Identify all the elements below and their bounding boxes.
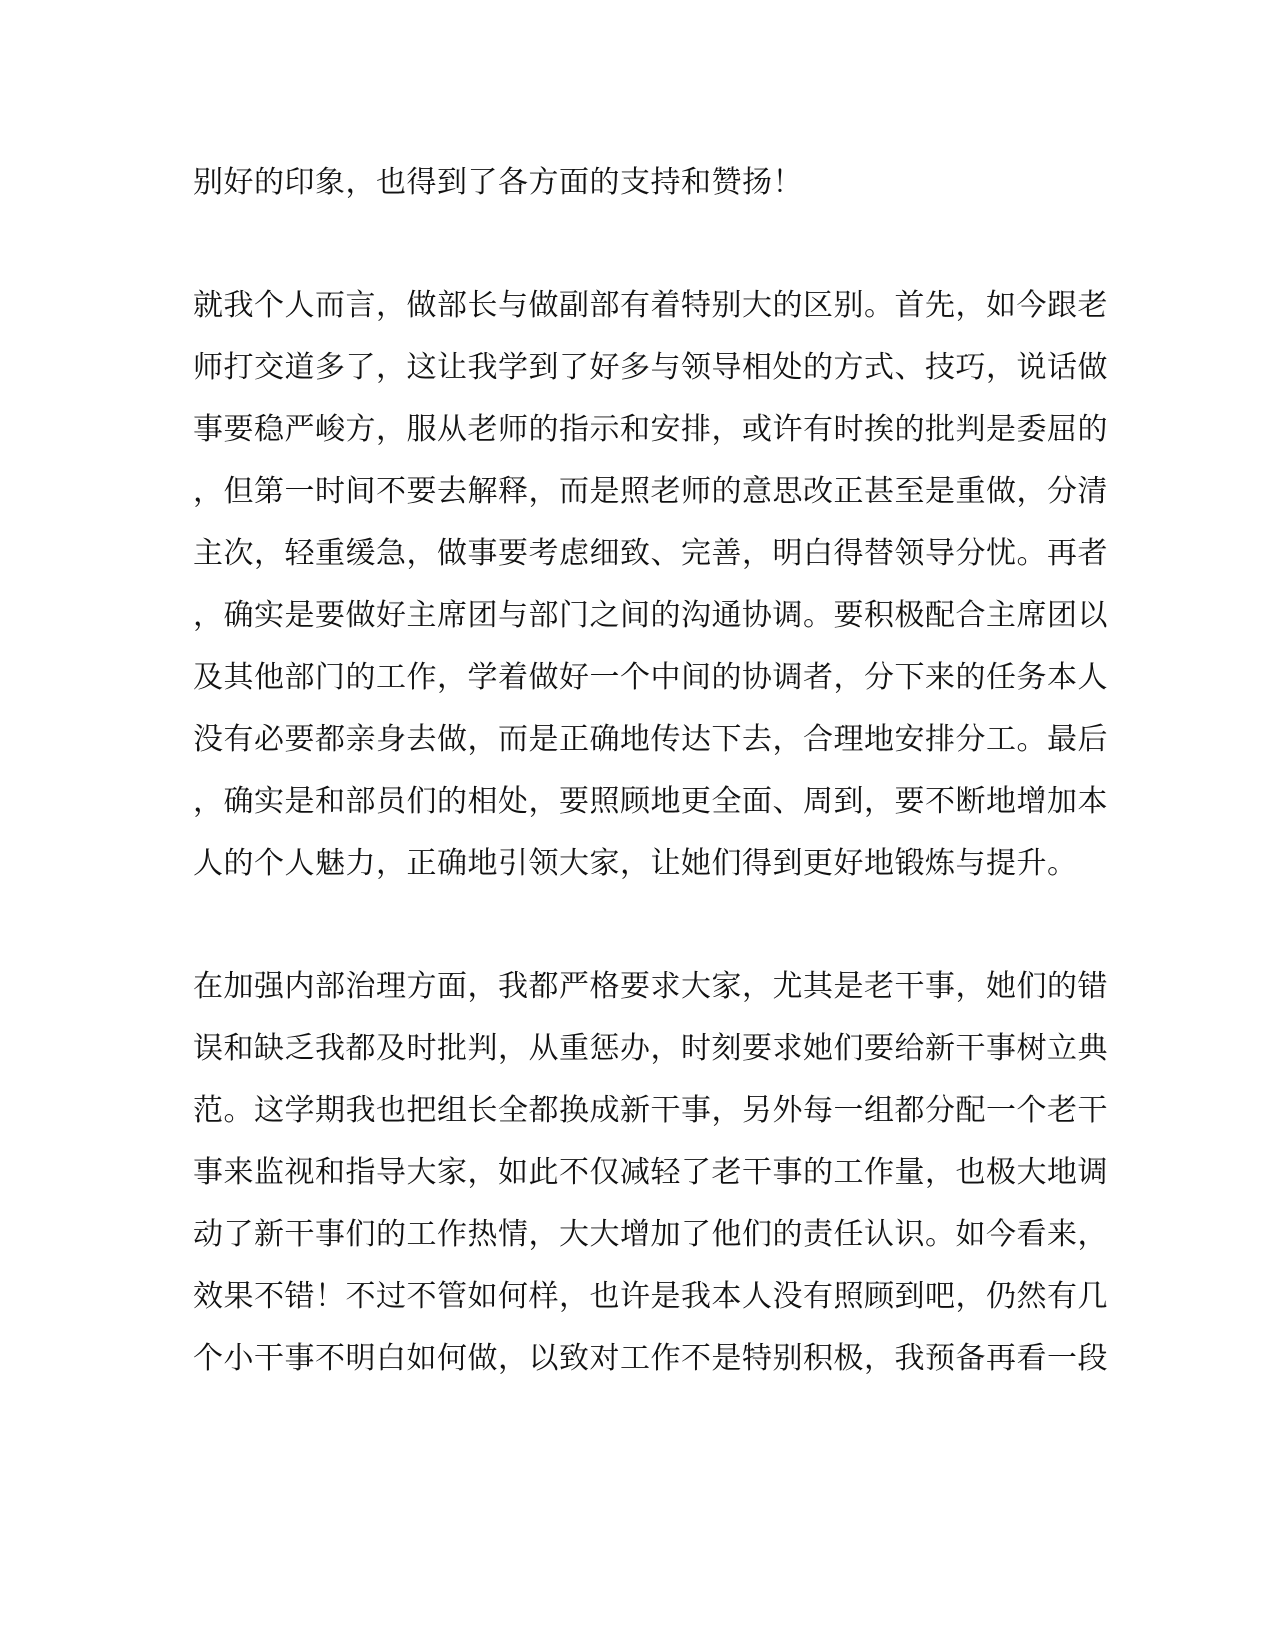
paragraph-2-line-7: 及其他部门的工作，学着做好一个中间的协调者，分下来的任务本人 bbox=[193, 660, 1108, 695]
paragraph-1-line-1: 别好的印象，也得到了各方面的支持和赞扬！ bbox=[193, 165, 803, 200]
paragraph-3-line-4: 事来监视和指导大家，如此不仅减轻了老干事的工作量，也极大地调 bbox=[193, 1155, 1108, 1190]
paragraph-2-line-2: 师打交道多了，这让我学到了好多与领导相处的方式、技巧，说话做 bbox=[193, 350, 1108, 385]
paragraph-3-line-5: 动了新干事们的工作热情，大大增加了他们的责任认识。如今看来， bbox=[193, 1217, 1108, 1252]
paragraph-3-line-1: 在加强内部治理方面，我都严格要求大家，尤其是老干事，她们的错 bbox=[193, 969, 1108, 1004]
paragraph-3-line-7: 个小干事不明白如何做，以致对工作不是特别积极，我预备再看一段 bbox=[193, 1341, 1108, 1376]
paragraph-2-line-10: 人的个人魅力，正确地引领大家，让她们得到更好地锻炼与提升。 bbox=[193, 846, 1078, 881]
paragraph-2-line-8: 没有必要都亲身去做，而是正确地传达下去，合理地安排分工。最后 bbox=[193, 722, 1108, 757]
paragraph-2-line-3: 事要稳严峻方，服从老师的指示和安排，或许有时挨的批判是委屈的 bbox=[193, 412, 1108, 447]
paragraph-2-line-6: ，确实是要做好主席团与部门之间的沟通协调。要积极配合主席团以 bbox=[193, 598, 1108, 633]
paragraph-2-line-9: ，确实是和部员们的相处，要照顾地更全面、周到，要不断地增加本 bbox=[193, 784, 1108, 819]
paragraph-2-line-5: 主次，轻重缓急，做事要考虑细致、完善，明白得替领导分忧。再者 bbox=[193, 536, 1108, 571]
paragraph-3-line-6: 效果不错！不过不管如何样，也许是我本人没有照顾到吧，仍然有几 bbox=[193, 1279, 1108, 1314]
paragraph-3-line-2: 误和缺乏我都及时批判，从重惩办，时刻要求她们要给新干事树立典 bbox=[193, 1031, 1108, 1066]
paragraph-2-line-1: 就我个人而言，做部长与做副部有着特别大的区别。首先，如今跟老 bbox=[193, 288, 1108, 323]
paragraph-2-line-4: ，但第一时间不要去解释，而是照老师的意思改正甚至是重做，分清 bbox=[193, 474, 1108, 509]
paragraph-3-line-3: 范。这学期我也把组长全都换成新干事，另外每一组都分配一个老干 bbox=[193, 1093, 1108, 1128]
